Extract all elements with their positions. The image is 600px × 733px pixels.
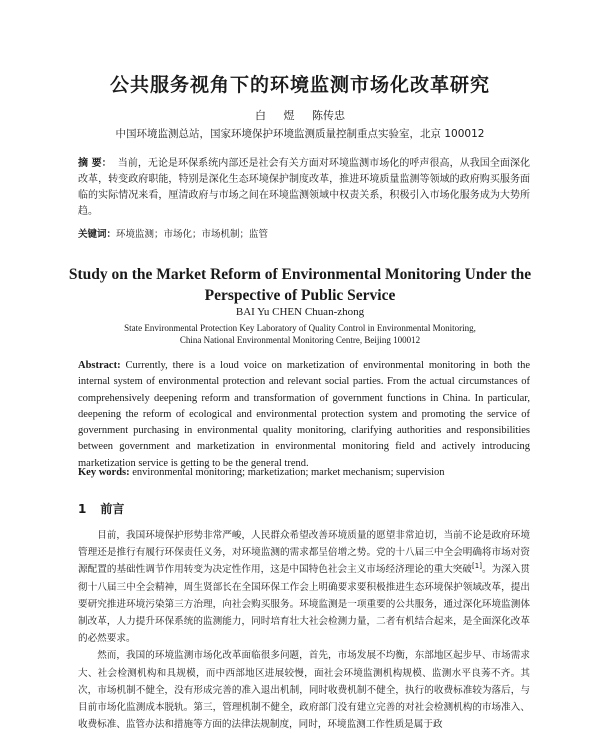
english-keywords-label: Key words: (78, 467, 130, 478)
english-keywords (78, 467, 530, 478)
english-abstract-text: Currently, there is a loud voice on marketization of environmental monitoring in both the internal system of environmental protection and relevant social parties. From the actual circumstances of comprehensively deepening reform and transformation of government functions in China. In particular, deepening the reform of ecological and environmental protection system and promoting the service of government purchasing in environmental quality monitoring, clarifying authorities and responsibilities between government and marketization in environmental monitoring field and actively introducing marketization service is getting to be the general trend. (78, 360, 531, 469)
body-paragraph-2: 然而，我国的环境监测市场化改革面临很多问题，首先，市场发展不均衡，东部地区起步早、市场需求大、社会检测机构和具规模，而中西部地区进展较慢，面社会环境监测机构规模、监测水平良莠不齐。其次，市场机制不健全，没有形成完善的准入退出机制，同时收费机制不健全，执行的收费标准较为落后，与目前市场化监测成本脱轨。第三，管理机制不健全，政府部门没有建立完善的对社会检测机构的市场准入、收费标准、监管办法和措施等方面的法律法规制度，同时，环境监测工作性质是属于政 (78, 650, 530, 731)
english-abstract (78, 358, 530, 472)
section-heading (78, 500, 124, 517)
chinese-title: 公共服务视角下的环境监测市场化改革研究 (109, 74, 490, 96)
chinese-abstract-label: 摘 要： (78, 158, 112, 169)
chinese-authors: 白 煜 陈传忠 (255, 109, 345, 122)
chinese-affiliation: 中国环境监测总站，国家环境保护环境监测质量控制重点实验室，北京 100012 (115, 128, 485, 140)
body-text (78, 527, 530, 733)
citation-ref: [1] (472, 562, 482, 571)
chinese-abstract (78, 156, 530, 220)
english-title: Study on the Market Reform of Environmental Monitoring Under the Perspective of Public Service (68, 266, 532, 304)
english-affiliation-line-2: China National Environmental Monitoring Centre, Beijing 100012 (179, 335, 421, 345)
english-affiliation (0, 322, 600, 346)
english-affiliation-line-1: State Environmental Protection Key Laboratory of Quality Control in Environmental Monitoring, (124, 323, 476, 333)
body-paragraph-1 (78, 527, 530, 647)
section-number: 1 (78, 502, 87, 516)
chinese-keywords (78, 226, 530, 240)
english-abstract-label: Abstract: (78, 360, 121, 371)
chinese-keywords-text: 环境监测；市场化；市场机制；监管 (116, 229, 269, 240)
chinese-abstract-text: 当前，无论是环保系统内部还是社会有关方面对环境监测市场化的呼声很高，从我国全面深化改革，转变政府职能，特别是深化生态环境保护制度改革，推进环境质量监测等领域的政府购买服务面临的实际情况来看，厘清政府与市场之间在环境监测领域中权责关系，积极引入市场化服务成为大势所趋。 (78, 158, 531, 217)
english-authors: BAI Yu CHEN Chuan-zhong (235, 306, 365, 318)
chinese-keywords-label: 关键词： (78, 229, 117, 240)
paragraph-1-part-a: 目前，我国环境保护形势非常严峻，人民群众希望改善环境质量的愿望非常迫切，当前不论是政府环境管理还是推行有履行环保责任义务，对环境监测的需求都呈倍增之势。党的十八届三中全会明确将市场对资源配置的基础性调节作用转变为决定性作用，这是中国特色社会主义市场经济理论的重大突破 (78, 530, 530, 576)
english-keywords-text: environmental monitoring; marketization; market mechanism; supervision (132, 467, 445, 478)
section-title: 前言 (100, 502, 125, 516)
paragraph-1-part-b: 。为深入贯彻十八届三中全会精神，周生贤部长在全国环保工作会上明确要求要积极推进生态环境保护领域改革，提出要研究推进环境污染第三方治理，向社会购买服务。环境监测是一项重要的公共服务，通过深化环境监测体制改革，人力提升环保系统的监测能力，同时培育壮大社会检测力量，二者有机结合起来，是全面深化改革的必然要求。 (78, 564, 531, 645)
